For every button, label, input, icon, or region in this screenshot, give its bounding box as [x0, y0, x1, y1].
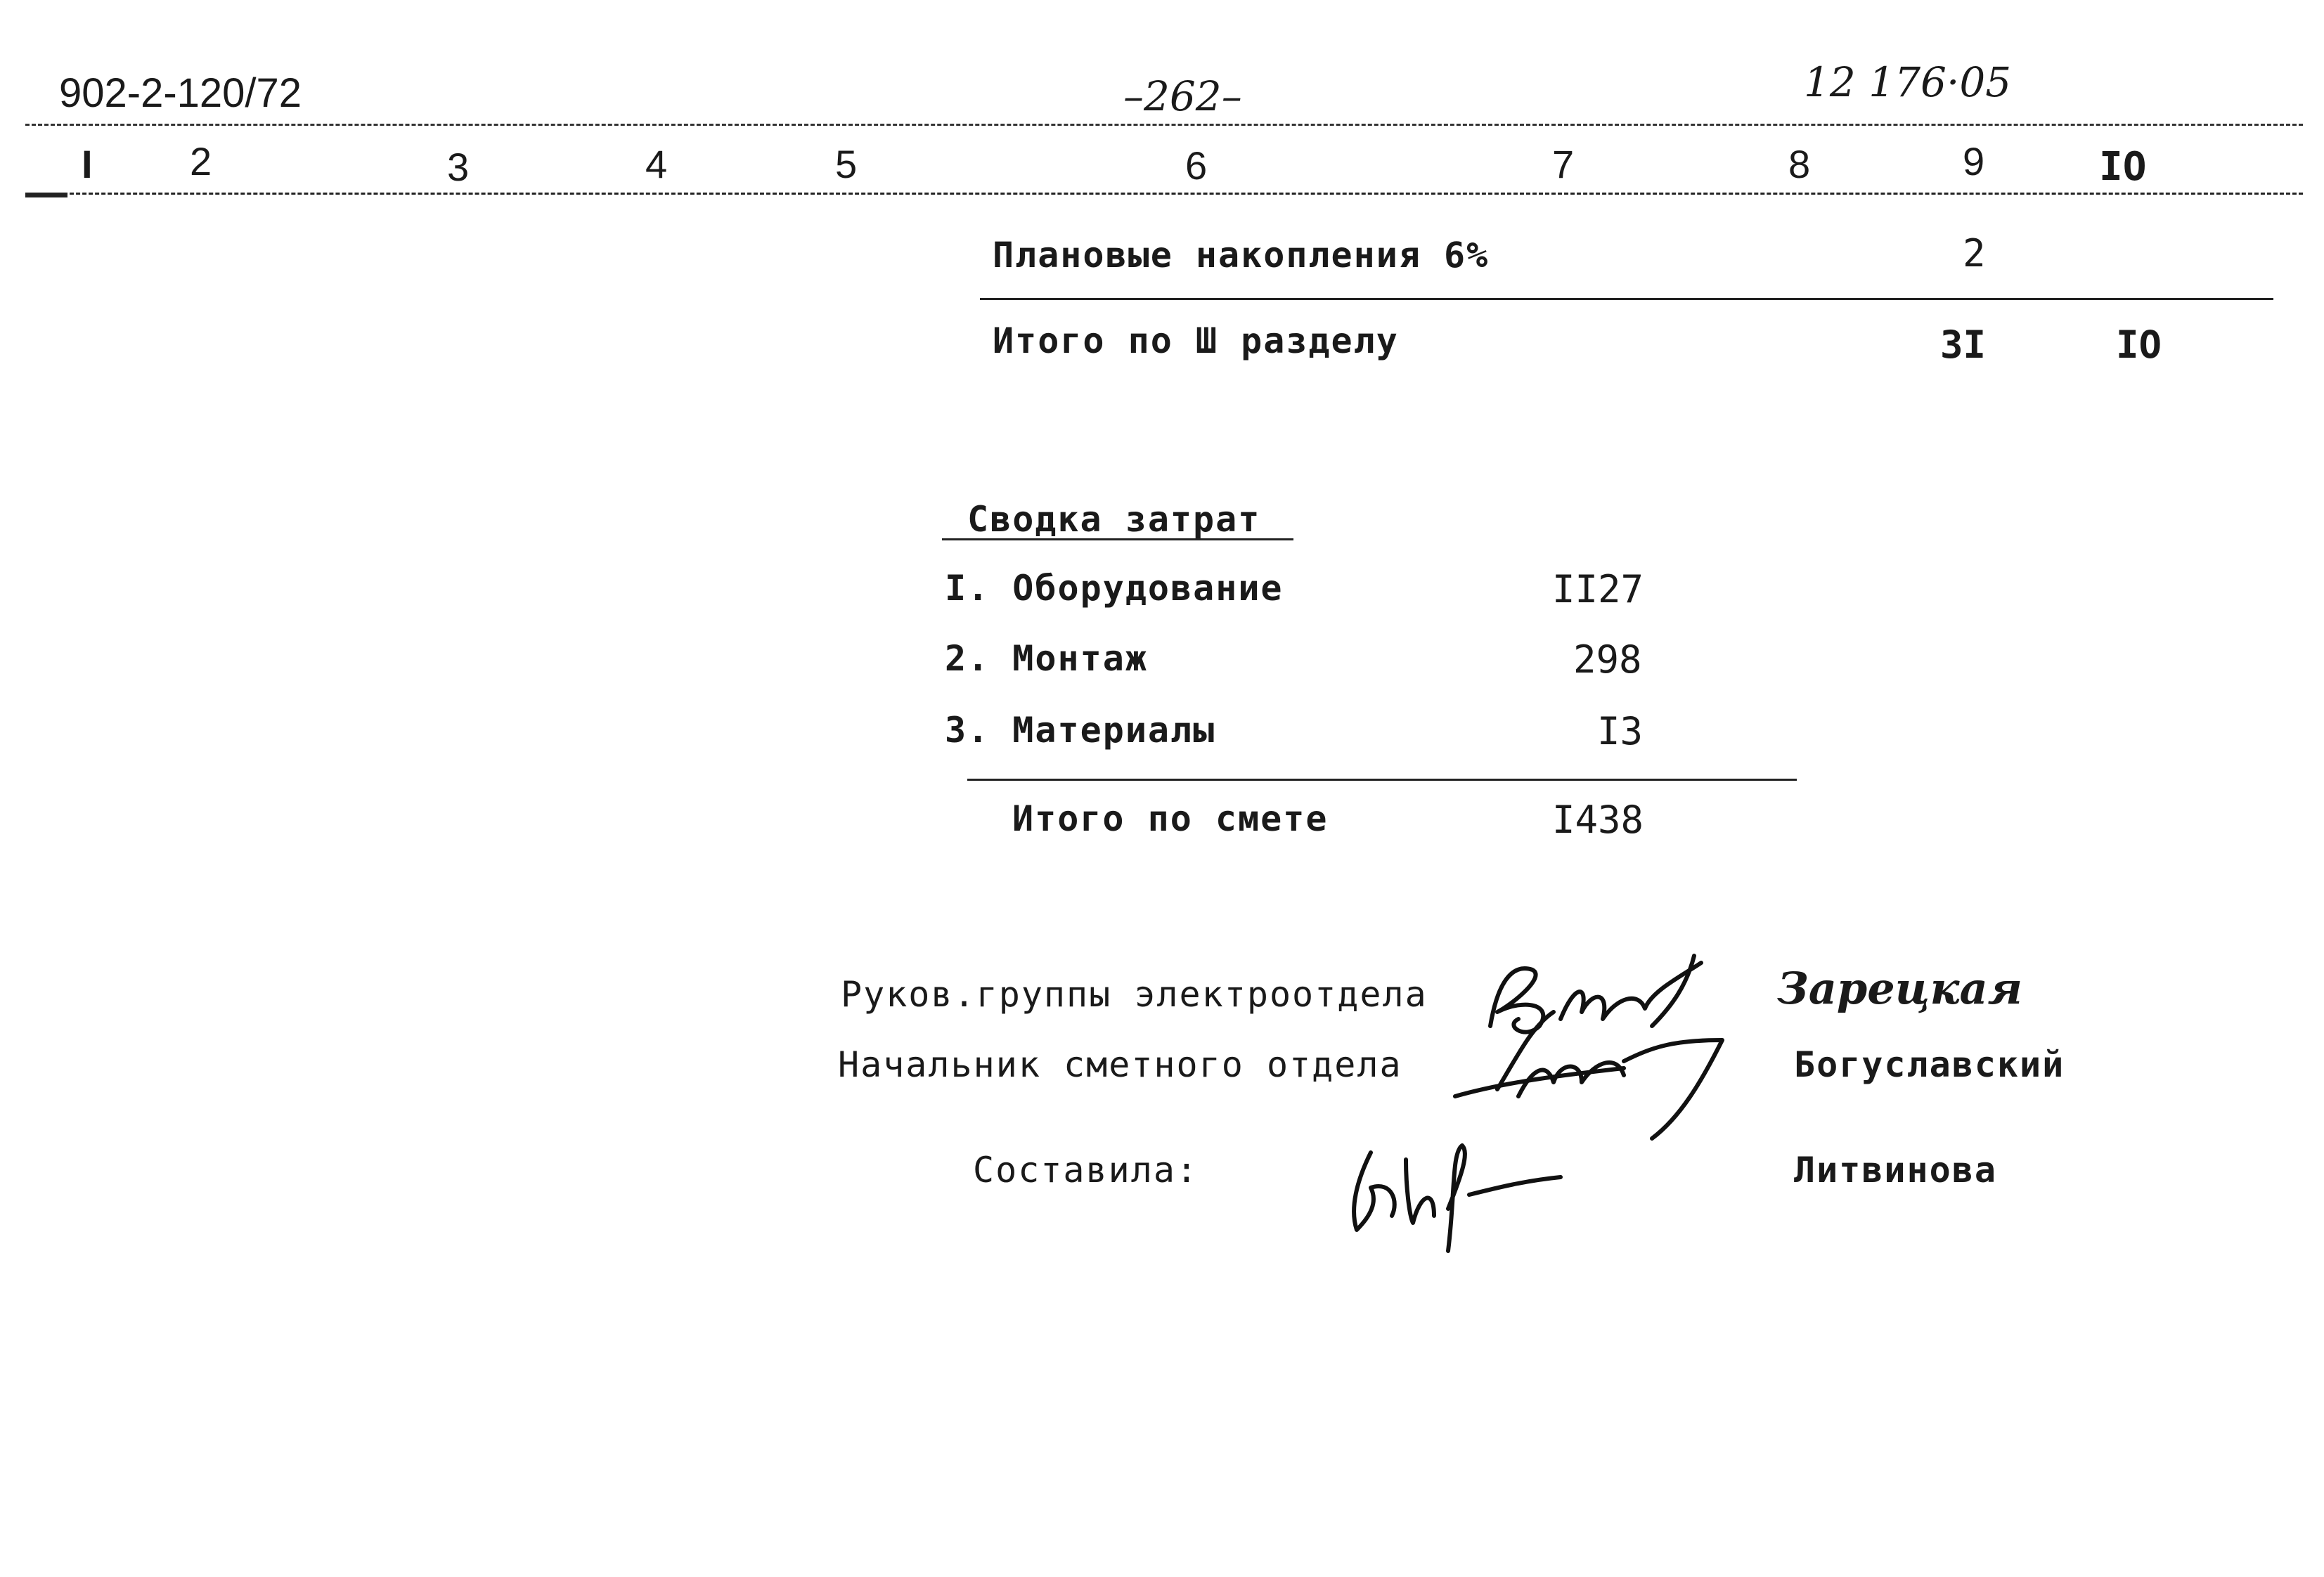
column-number: 5 — [835, 142, 858, 186]
summary-title: Сводка затрат — [967, 499, 1261, 540]
column-number: 8 — [1788, 142, 1811, 186]
column-number: 7 — [1552, 142, 1575, 186]
signature-role: Начальник сметного отдела — [838, 1044, 1402, 1085]
archive-number: 12 176·05 — [1804, 58, 2012, 106]
planned-savings-col9: 2 — [1963, 231, 1986, 275]
signature-role: Составила: — [973, 1150, 1199, 1190]
section-total-col9: 3I — [1940, 323, 1987, 367]
summary-title-underline — [942, 538, 1293, 540]
section-total-rule — [980, 298, 2273, 300]
summary-total-rule — [967, 779, 1797, 781]
header-rule — [25, 124, 2303, 126]
page-number: –262– — [1123, 72, 1242, 120]
column-number: I — [82, 142, 93, 186]
section-total-label: Итого по Ш разделу — [993, 320, 1399, 361]
column-number: IO — [2099, 144, 2147, 190]
summary-item-value: II27 — [1552, 567, 1644, 611]
document-code: 902-2-120/72 — [59, 70, 302, 116]
signature-name-handwritten: Зарецкая — [1777, 963, 2022, 1014]
section-total-col10: IO — [2116, 323, 2162, 367]
column-header-rule — [25, 193, 2303, 195]
signature-name: Литвинова — [1794, 1150, 1997, 1190]
summary-item-label: 2. Монтаж — [945, 638, 1148, 679]
signature-role: Руков.группы электроотдела — [841, 974, 1428, 1015]
summary-total-label: Итого по смете — [1012, 798, 1329, 839]
handwritten-signature-3 — [1329, 1110, 1582, 1258]
planned-savings-label: Плановые накопления 6% — [993, 235, 1490, 275]
summary-item-label: 3. Материалы — [945, 710, 1216, 751]
column-number: 6 — [1185, 143, 1208, 188]
column-number: 2 — [190, 139, 212, 183]
summary-item-value: 298 — [1573, 637, 1642, 682]
summary-item-label: I. Оборудование — [945, 568, 1284, 609]
column-header-rule-start — [25, 193, 67, 197]
summary-total-value: I438 — [1552, 798, 1644, 842]
signature-name: Богуславский — [1794, 1044, 2065, 1085]
column-number: 4 — [645, 142, 668, 186]
column-number: 9 — [1963, 139, 1985, 183]
summary-item-value: I3 — [1597, 709, 1644, 753]
column-number: 3 — [447, 145, 470, 189]
